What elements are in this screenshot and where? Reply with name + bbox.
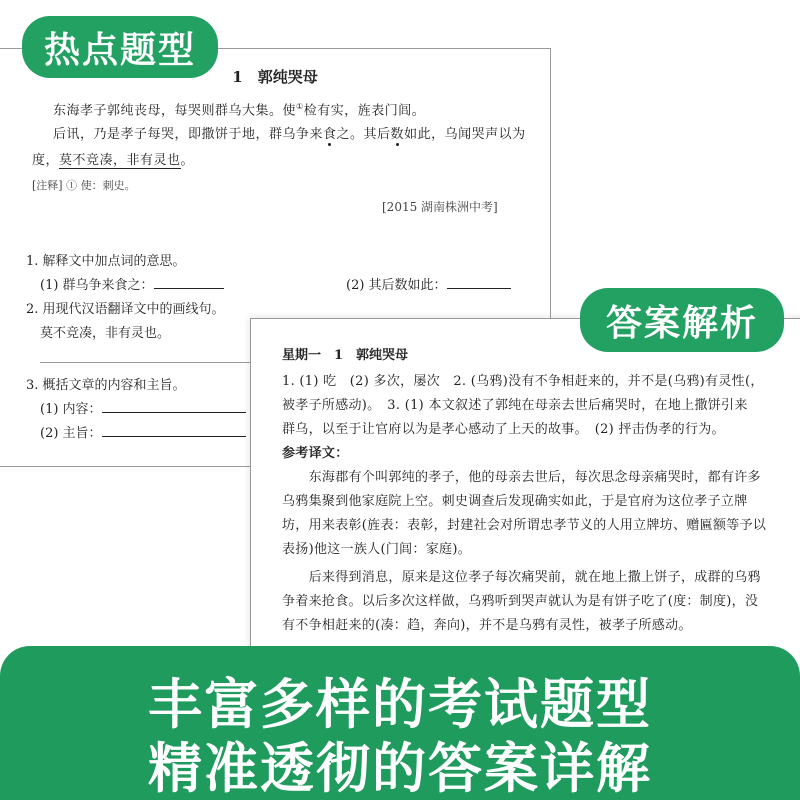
answer-rule xyxy=(40,362,250,363)
annotation-note: [注释] ① 使：刺史。 xyxy=(32,179,136,192)
translation-heading: 参考译文： xyxy=(282,446,349,461)
answer-line: 群乌，以至于让官府以为是孝心感动了上天的故事。 (2) 抨击伪孝的行为。 xyxy=(282,422,725,437)
banner-headline-2: 精准透彻的答案详解 xyxy=(148,737,652,800)
question-3a: (1) 内容： xyxy=(40,398,246,417)
translation-line: 有不争相赶来的(凑：趋，奔向)，并不是乌鸦有灵性，被孝子所感动。 xyxy=(282,618,692,633)
banner-headline-1: 丰富多样的考试题型 xyxy=(148,673,652,736)
answer-line: 1. (1) 吃 (2) 多次，屡次 2. (乌鸦)没有不争相赶来的，并不是(乌鸦)有灵性(， xyxy=(282,374,764,389)
underlined-sentence: 莫不竞凑，非有灵也 xyxy=(59,153,181,168)
question-2-sentence: 莫不竞凑，非有灵也。 xyxy=(40,326,171,341)
passage-paragraph-2-line1: 后讯，乃是孝子每哭，即撒饼于地，群乌争来食之。其后数如此，乌闻哭声以为 xyxy=(53,127,526,142)
question-2: 2. 用现代汉语翻译文中的画线句。 xyxy=(26,302,225,317)
translation-line: 表扬)他这一族人(门闾：家庭)。 xyxy=(282,542,472,557)
question-1a: (1) 群乌争来食之： xyxy=(40,274,224,293)
question-3: 3. 概括文章的内容和主旨。 xyxy=(26,378,186,393)
answer-line: 被孝子所感动)。 3. (1) 本文叙述了郭纯在母亲去世后痛哭时，在地上撒饼引来 xyxy=(282,398,748,413)
answer-title: 星期一 1 郭纯哭母 xyxy=(282,348,409,363)
question-3b: (2) 主旨： xyxy=(40,422,246,441)
dotted-word-shu: 数 xyxy=(390,127,405,142)
answer-analysis-badge: 答案解析 xyxy=(580,288,784,352)
dotted-word-shi: 食 xyxy=(323,127,337,142)
hot-topic-badge: 热点题型 xyxy=(22,16,218,78)
question-title: 1 郭纯哭母 xyxy=(232,68,318,86)
answer-blank xyxy=(154,288,224,289)
translation-line: 后来得到消息，原来是这位孝子每次痛哭前，就在地上撒上饼子，成群的乌鸦 xyxy=(282,570,761,585)
source-citation: [2015 湖南株洲中考] xyxy=(382,200,498,214)
answer-blank xyxy=(102,436,246,437)
passage-paragraph-2-line2: 度，莫不竞凑，非有灵也。 xyxy=(32,153,195,168)
translation-line: 坊，用来表彰(旌表：表彰，封建社会对所谓忠孝节义的人用立牌坊、赠匾额等予以 xyxy=(282,518,767,533)
question-1: 1. 解释文中加点词的意思。 xyxy=(26,254,186,269)
answer-blank xyxy=(447,288,511,289)
answer-blank xyxy=(102,412,246,413)
passage-paragraph-1: 东海孝子郭纯丧母，每哭则群乌大集。使①检有实，旌表门闾。 xyxy=(53,102,426,119)
question-1b: (2) 其后数如此： xyxy=(346,274,511,293)
translation-line: 乌鸦集聚到他家庭院上空。刺史调查后发现确实如此，于是官府为这位孝子立牌 xyxy=(282,494,748,509)
translation-line: 东海郡有个叫郭纯的孝子，他的母亲去世后，每次思念母亲痛哭时，都有许多 xyxy=(282,470,761,485)
translation-line: 争着来抢食。以后多次这样做，乌鸦听到哭声就认为是有饼子吃了(度：制度)，没 xyxy=(282,594,759,609)
